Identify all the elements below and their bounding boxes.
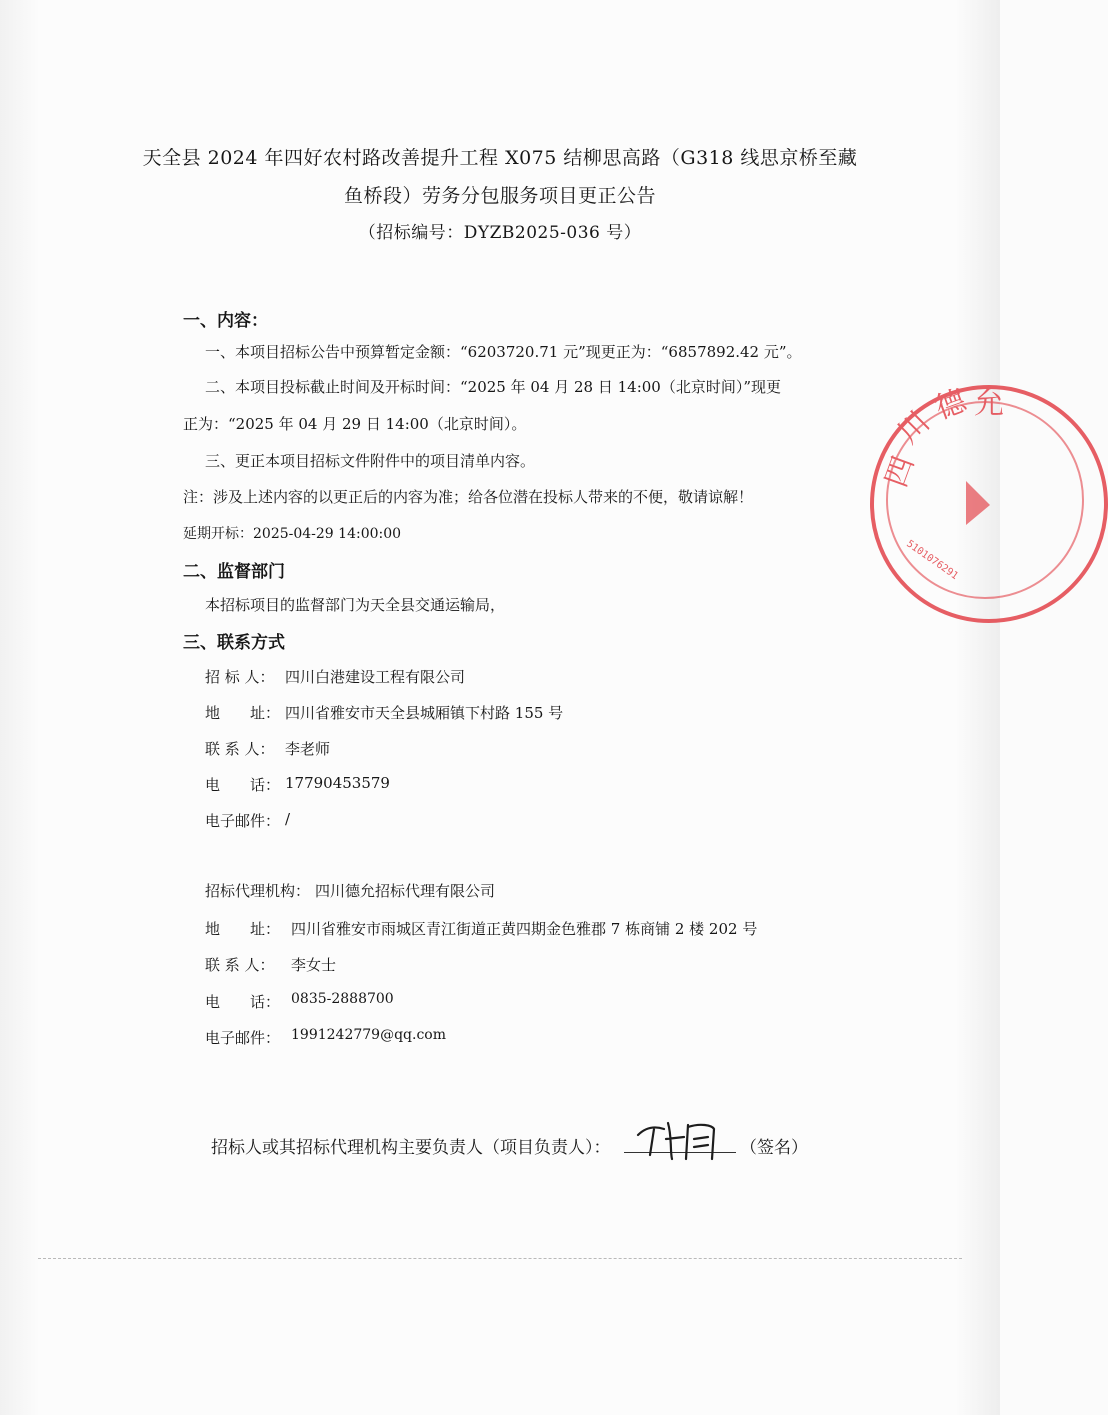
agency-email-label: 电子邮件：	[205, 1029, 281, 1047]
agency-address-value: 四川省雅安市雨城区青江街道正黄四期金色雅郡 7 栋商铺 2 楼 202 号	[291, 920, 758, 938]
bottom-divider	[38, 1258, 962, 1259]
tenderer-value: 四川白港建设工程有限公司	[285, 668, 466, 686]
tenderer-contact-label: 联 系 人：	[205, 740, 275, 758]
agency-contact-value: 李女士	[291, 956, 337, 974]
section-3-heading: 三、联系方式	[183, 633, 285, 653]
section-1-note: 注：涉及上述内容的以更正后的内容为准；给各位潜在投标人带来的不便，敬请谅解！	[183, 488, 754, 506]
tenderer-address-value: 四川省雅安市天全县城厢镇下村路 155 号	[285, 704, 564, 722]
agency-contact-label: 联 系 人：	[205, 956, 275, 974]
tender-number: （招标编号：DYZB2025-036 号）	[358, 223, 642, 243]
agency-phone-value: 0835-2888700	[291, 991, 394, 1007]
tenderer-phone-label: 电 话：	[205, 776, 281, 794]
tenderer-email-value: /	[285, 810, 291, 828]
supervision-text: 本招标项目的监督部门为天全县交通运输局，	[205, 596, 506, 614]
seal-graphic	[870, 385, 1100, 615]
agency-value: 四川德允招标代理有限公司	[315, 882, 496, 900]
title-line-1: 天全县 2024 年四好农村路改善提升工程 X075 结柳思高路（G318 线思京桥至藏	[142, 147, 858, 169]
tenderer-phone-value: 17790453579	[285, 774, 390, 792]
seal-number: 5101076291	[904, 538, 960, 582]
agency-email-value: 1991242779@qq.com	[291, 1027, 446, 1043]
tenderer-address-label: 地 址：	[205, 704, 281, 722]
section-1-item-3: 三、更正本项目招标文件附件中的项目清单内容。	[205, 452, 536, 470]
section-1-item-2-line-2: 正为：“2025 年 04 月 29 日 14:00（北京时间）。	[183, 415, 527, 433]
section-1-item-1: 一、本项目招标公告中预算暂定金额：“6203720.71 元”现更正为：“6857892.42 元”。	[205, 343, 802, 361]
tenderer-email-label: 电子邮件：	[205, 812, 281, 830]
tenderer-label: 招 标 人：	[205, 668, 275, 686]
svg-text:德: 德	[930, 383, 971, 427]
svg-text:川: 川	[890, 404, 937, 451]
tenderer-contact-value: 李老师	[285, 740, 331, 758]
title-line-2: 鱼桥段）劳务分包服务项目更正公告	[343, 185, 656, 207]
agency-phone-label: 电 话：	[205, 993, 281, 1011]
agency-address-label: 地 址：	[205, 920, 281, 938]
svg-text:四: 四	[878, 451, 922, 492]
section-1-item-2-line-1: 二、本项目投标截止时间及开标时间：“2025 年 04 月 28 日 14:00（北京时间）”现更	[205, 378, 782, 396]
signature-suffix: （签名）	[740, 1138, 808, 1158]
section-1-heading: 一、内容：	[183, 311, 268, 331]
svg-text:允: 允	[974, 386, 1004, 421]
signature-prefix: 招标人或其招标代理机构主要负责人（项目负责人）：	[211, 1138, 611, 1158]
official-seal	[870, 385, 1108, 623]
section-2-heading: 二、监督部门	[183, 562, 285, 582]
agency-label: 招标代理机构：	[205, 882, 311, 900]
delay-opening: 延期开标：2025-04-29 14:00:00	[183, 526, 402, 542]
handwritten-signature	[628, 1115, 738, 1167]
